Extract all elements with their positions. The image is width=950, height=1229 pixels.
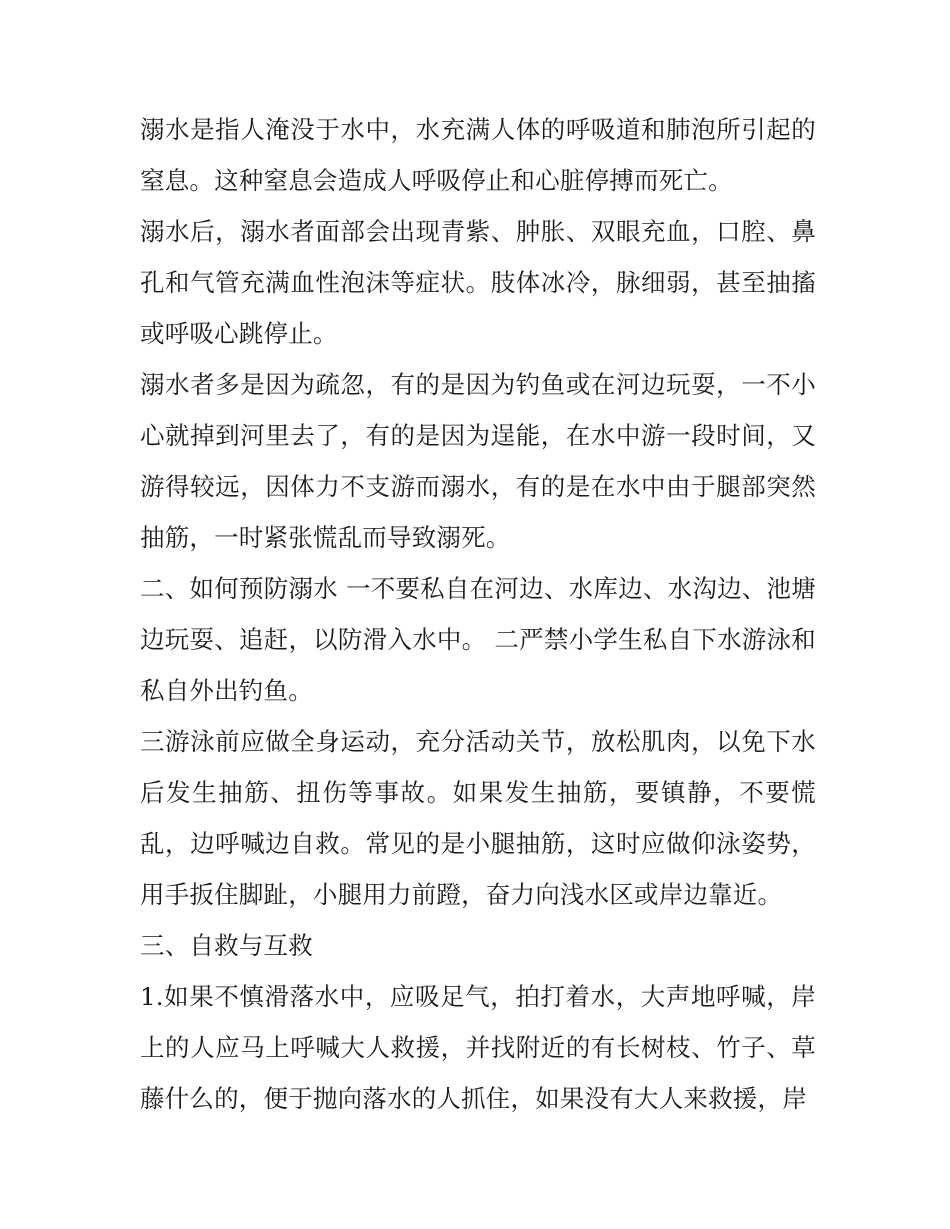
document-body [140,104,816,1124]
section-heading-self-rescue: 三、自救与互救 [140,931,313,960]
paragraph-drowning-causes: 溺水者多是因为疏忽，有的是因为钓鱼或在河边玩耍，一不小心就掉到河里去了，有的是因为逞能，在水中游一段时间，又游得较远，因体力不支游而溺水，有的是在水中由于腿部突然抽筋，一时紧张慌乱而导致溺死。 [140,370,816,552]
paragraph-drowning-symptoms: 溺水后，溺水者面部会出现青紫、肿胀、双眼充血，口腔、鼻孔和气管充满血性泡沫等症状。肢体冰冷，脉细弱，甚至抽搐或呼吸心跳停止。 [140,217,816,348]
paragraph-drowning-definition: 溺水是指人淹没于水中，水充满人体的呼吸道和肺泡所引起的窒息。这种窒息会造成人呼吸停止和心脏停搏而死亡。 [140,115,816,195]
paragraph-prevention: 二、如何预防溺水 一不要私自在河边、水库边、水沟边、池塘边玩耍、追赶，以防滑入水中。 二严禁小学生私自下水游泳和私自外出钓鱼。 [140,574,816,705]
paragraph-self-rescue-1: 1.如果不慎滑落水中，应吸足气，拍打着水，大声地呼喊，岸上的人应马上呼喊大人救援，并找附近的有长树枝、竹子、草藤什么的，便于抛向落水的人抓住，如果没有大人来救援，岸 [140,982,816,1113]
paragraph-swimming-safety: 三游泳前应做全身运动，充分活动关节，放松肌肉，以免下水后发生抽筋、扭伤等事故。如果发生抽筋，要镇静，不要慌乱，边呼喊边自救。常见的是小腿抽筋，这时应做仰泳姿势，用手扳住脚趾，小腿用力前蹬，奋力向浅水区或岸边靠近。 [140,727,816,909]
